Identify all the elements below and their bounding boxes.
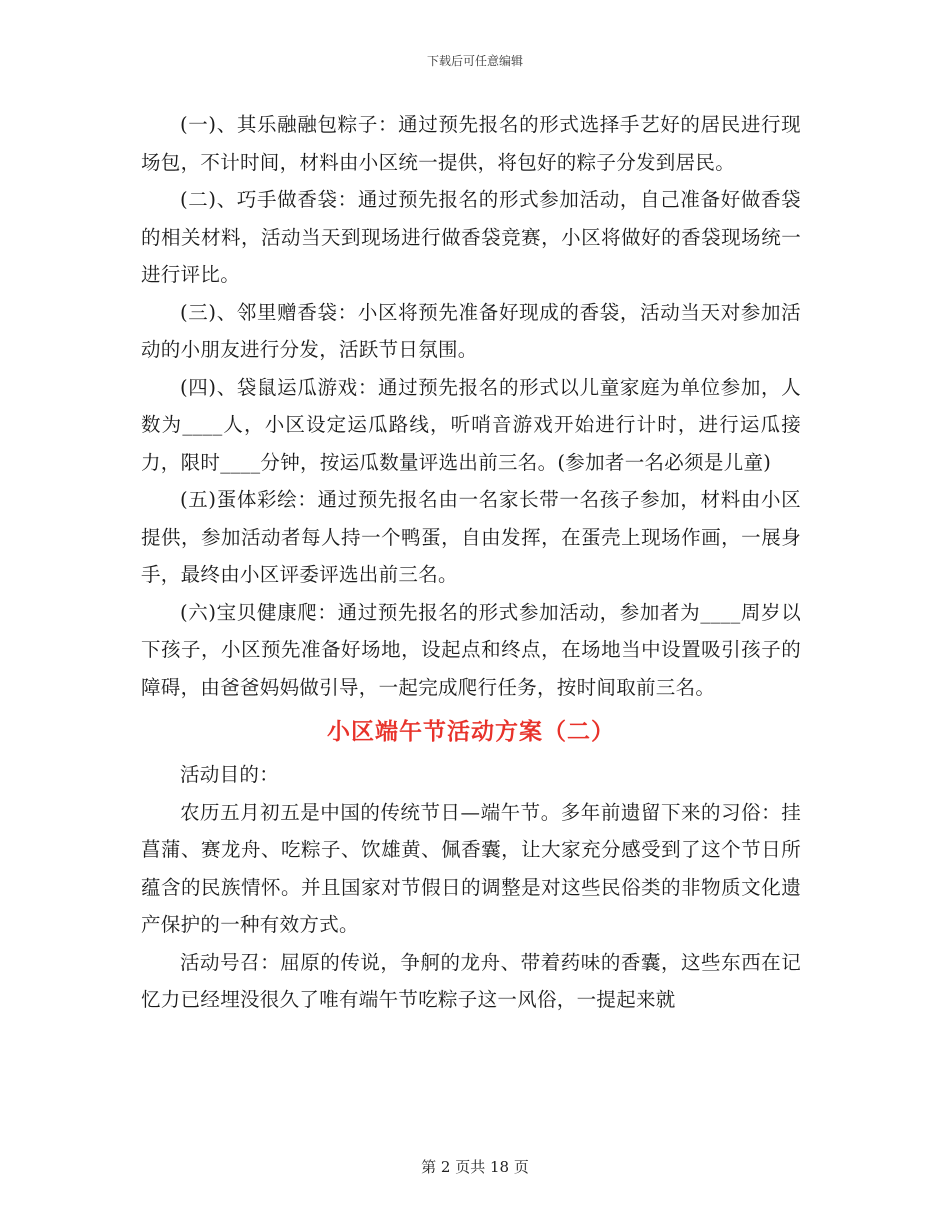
section-title: 小区端午节活动方案（二） [327, 718, 615, 745]
page-header: 下载后可任意编辑 [426, 54, 523, 68]
paragraph-purpose-body: 农历五月初五是中国的传统节日—端午节。多年前遗留下来的习俗：挂菖蒲、赛龙舟、吃粽子、饮雄黄、佩香囊，让大家充分感受到了这个节日所蕴含的民族情怀。并且国家对节假日的调整是对这些民俗类的非物质文化遗产保护的一种有效方式。 [141, 800, 801, 936]
paragraph-activity-1: (一)、其乐融融包粽子：通过预先报名的形式选择手艺好的居民进行现场包，不计时间，材料由小区统一提供，将包好的粽子分发到居民。 [141, 113, 801, 174]
paragraph-activity-2: (二)、巧手做香袋：通过预先报名的形式参加活动，自己准备好做香袋的相关材料，活动当天到现场进行做香袋竞赛，小区将做好的香袋现场统一进行评比。 [141, 188, 801, 286]
paragraph-activity-6: (六)宝贝健康爬：通过预先报名的形式参加活动，参加者为____周岁以下孩子，小区预先准备好场地，设起点和终点，在场地当中设置吸引孩子的障碍，由爸爸妈妈做引导，一起完成爬行任务，按时间取前三名。 [141, 600, 801, 699]
paragraph-activity-3: (三)、邻里赠香袋：小区将预先准备好现成的香袋，活动当天对参加活动的小朋友进行分发，活跃节日氛围。 [141, 300, 801, 361]
paragraph-purpose-heading: 活动目的： [180, 763, 280, 786]
paragraph-call-to-action: 活动号召：屈原的传说，争舸的龙舟、带着药味的香囊，这些东西在记忆力已经埋没很久了唯有端午节吃粽子这一风俗，一提起来就 [141, 950, 801, 1011]
document-body [141, 106, 801, 1019]
page-footer: 第 2 页共 18 页 [421, 1158, 529, 1176]
paragraph-activity-4: (四)、袋鼠运瓜游戏：通过预先报名的形式以儿童家庭为单位参加，人数为____人，小区设定运瓜路线，听哨音游戏开始进行计时，进行运瓜接力，限时____分钟，按运瓜数量评选出前三名。(参加者一名必须是儿童) [141, 375, 801, 474]
paragraph-activity-5: (五)蛋体彩绘：通过预先报名由一名家长带一名孩子参加，材料由小区提供，参加活动者每人持一个鸭蛋，自由发挥，在蛋壳上现场作画，一展身手，最终由小区评委评选出前三名。 [141, 488, 801, 586]
